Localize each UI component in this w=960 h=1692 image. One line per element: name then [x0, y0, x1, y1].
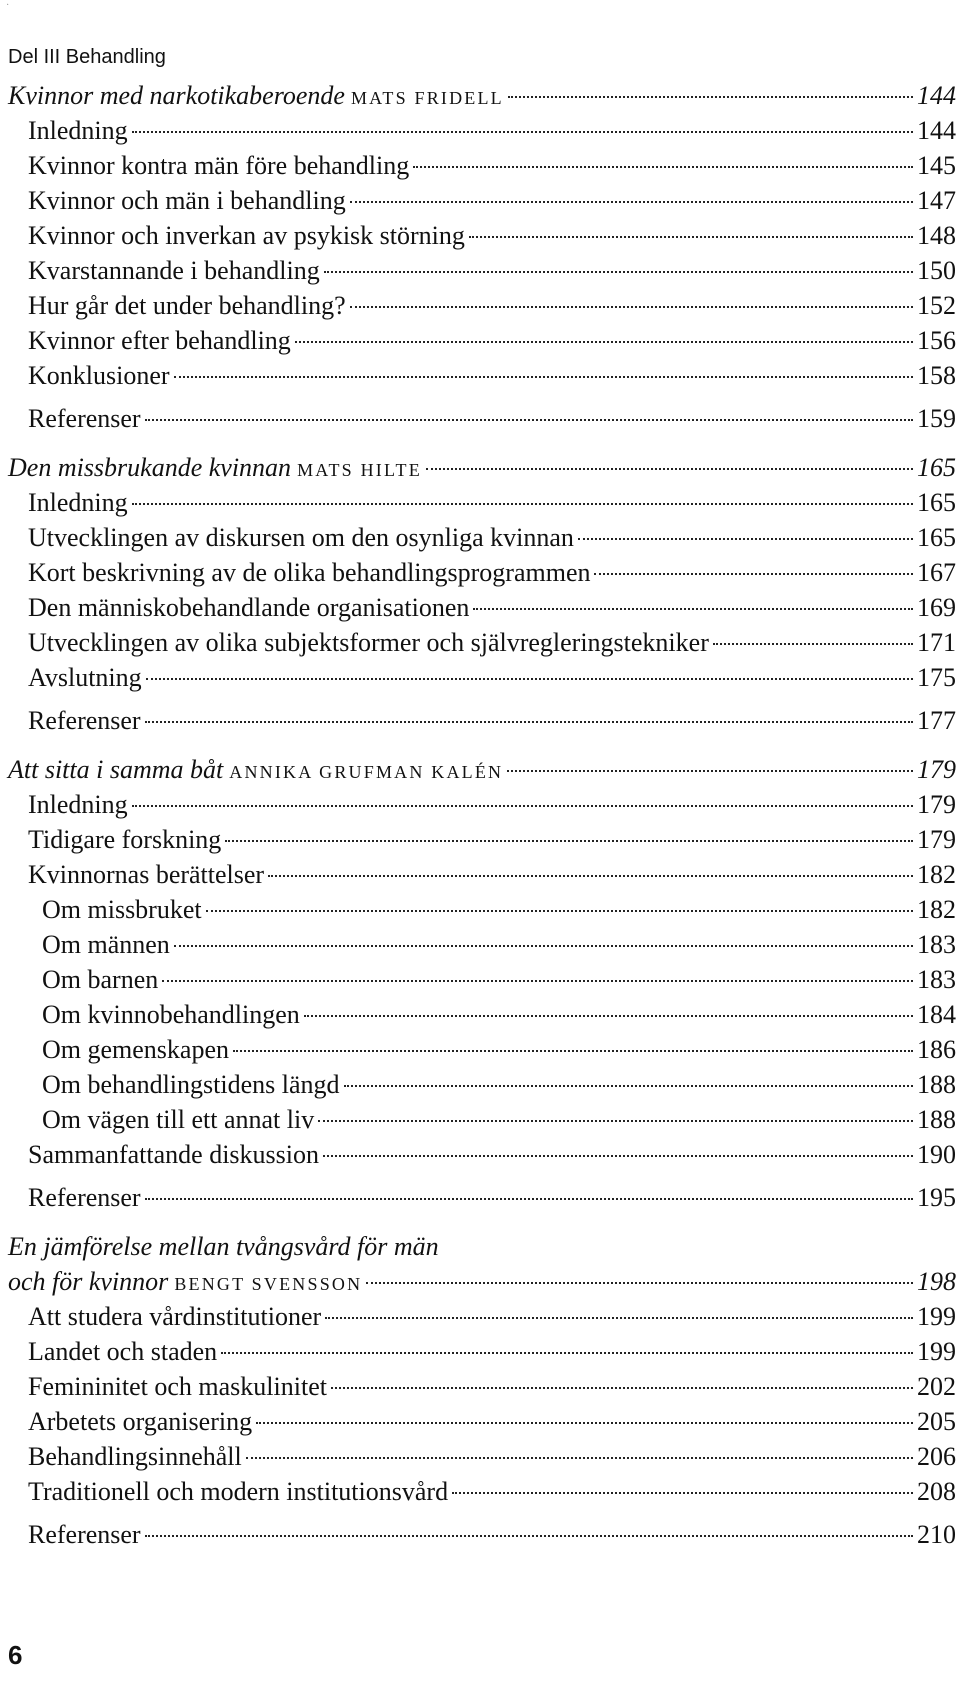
page-number-ref: 158 [917, 361, 956, 390]
dot-leader [426, 468, 913, 470]
dot-leader [331, 1387, 913, 1389]
dot-leader [318, 1120, 913, 1122]
toc-entry[interactable] [8, 625, 956, 660]
page-number-ref: 165 [917, 453, 956, 482]
toc-entry[interactable] [8, 520, 956, 555]
entry-title: Konklusioner [28, 361, 170, 390]
dot-leader [225, 840, 913, 842]
dot-leader [132, 503, 913, 505]
toc-entry[interactable] [8, 555, 956, 590]
entry-title: Kvinnor och män i behandling [28, 186, 346, 215]
entry-title: Referenser [28, 706, 141, 735]
dot-leader [295, 341, 913, 343]
entry-title: Avslutning [28, 663, 142, 692]
entry-title: Inledning [28, 116, 128, 145]
page-number-ref: 183 [917, 930, 956, 959]
entry-title: Kvinnornas berättelser [28, 860, 265, 889]
dot-leader [206, 910, 913, 912]
entry-title: Om barnen [42, 965, 159, 994]
toc-entry[interactable] [8, 1404, 956, 1439]
page-number-ref: 183 [917, 965, 956, 994]
page-number-ref: 179 [917, 825, 956, 854]
chapter-section [8, 450, 956, 738]
toc-subentry[interactable] [8, 892, 956, 927]
toc-subentry[interactable] [8, 1067, 956, 1102]
chapter-title: Att sitta i samma båt [8, 755, 224, 784]
chapter-author: ANNIKA GRUFMAN KALÉN [229, 762, 504, 782]
entry-title: Referenser [28, 1183, 141, 1212]
toc-subentry[interactable] [8, 927, 956, 962]
toc-entry[interactable] [8, 1439, 956, 1474]
page-number-ref: 171 [917, 628, 956, 657]
page-number-ref: 190 [917, 1140, 956, 1169]
dot-leader [350, 306, 913, 308]
page-number: 6 [8, 1640, 23, 1670]
chapter-title: En jämförelse mellan tvångsvård för män [8, 1232, 439, 1261]
dot-leader [713, 643, 913, 645]
page-number-ref: 175 [917, 663, 956, 692]
toc-entry[interactable] [8, 218, 956, 253]
dot-leader [473, 608, 913, 610]
dot-leader [350, 201, 913, 203]
toc-entry[interactable] [8, 787, 956, 822]
chapter-title-group [8, 78, 504, 116]
page-number-ref: 177 [917, 706, 956, 735]
dot-leader [507, 770, 913, 772]
page-number-ref: 150 [917, 256, 956, 285]
dot-leader [174, 945, 913, 947]
chapter-heading-line [8, 1229, 956, 1264]
scan-mark: · [6, 0, 10, 11]
page-number-ref: 144 [917, 116, 956, 145]
toc-entry[interactable] [8, 1299, 956, 1334]
entry-title: Kort beskrivning av de olika behandlingsprogrammen [28, 558, 591, 587]
toc-entry[interactable] [8, 1369, 956, 1404]
dot-leader [132, 131, 913, 133]
toc-entry[interactable] [8, 1137, 956, 1172]
toc-entry[interactable] [8, 1180, 956, 1215]
entry-title: Traditionell och modern institutionsvård [28, 1477, 449, 1506]
toc-entry[interactable] [8, 857, 956, 892]
page-number-ref: 206 [917, 1442, 956, 1471]
page-number-ref: 198 [917, 1267, 956, 1296]
chapter-section [8, 752, 956, 1215]
entry-title: Kvinnor kontra män före behandling [28, 151, 410, 180]
toc-subentry[interactable] [8, 1032, 956, 1067]
entry-title: Om männen [42, 930, 170, 959]
dot-leader [246, 1457, 913, 1459]
dot-leader [233, 1050, 913, 1052]
page-number-ref: 208 [917, 1477, 956, 1506]
entry-title: Utvecklingen av olika subjektsformer och självregleringstekniker [28, 628, 709, 657]
dot-leader [162, 980, 913, 982]
page-number-ref: 169 [917, 593, 956, 622]
chapter-section [8, 1229, 956, 1552]
toc-entry[interactable] [8, 703, 956, 738]
page-number-ref: 147 [917, 186, 956, 215]
dot-leader [578, 538, 913, 540]
toc-entry[interactable] [8, 401, 956, 436]
entry-title: Referenser [28, 1520, 141, 1549]
page-number-ref: 167 [917, 558, 956, 587]
dot-leader [174, 376, 913, 378]
toc-subentry[interactable] [8, 1102, 956, 1137]
dot-leader [508, 96, 913, 98]
section-label: Del III Behandling [8, 46, 166, 68]
chapter-heading[interactable] [8, 1264, 956, 1299]
entry-title: Arbetets organisering [28, 1407, 253, 1436]
toc-entry[interactable] [8, 323, 956, 358]
page-number-ref: 179 [917, 755, 956, 784]
entry-title: Om behandlingstidens längd [42, 1070, 340, 1099]
entry-title: Kvarstannande i behandling [28, 256, 320, 285]
entry-title: Referenser [28, 404, 141, 433]
table-of-contents [8, 78, 956, 1552]
page-number-ref: 184 [917, 1000, 956, 1029]
dot-leader [268, 875, 913, 877]
page-number-ref: 179 [917, 790, 956, 819]
chapter-author: MATS HILTE [297, 460, 422, 480]
entry-title: Inledning [28, 488, 128, 517]
toc-entry[interactable] [8, 660, 956, 695]
page-number-ref: 159 [917, 404, 956, 433]
chapter-title: Den missbrukande kvinnan [8, 453, 292, 482]
entry-title: Den människobehandlande organisationen [28, 593, 470, 622]
entry-title: Om missbruket [42, 895, 202, 924]
dot-leader [256, 1422, 913, 1424]
toc-entry[interactable] [8, 288, 956, 323]
page-number-ref: 152 [917, 291, 956, 320]
toc-entry[interactable] [8, 113, 956, 148]
entry-title: Kvinnor och inverkan av psykisk störning [28, 221, 465, 250]
toc-subentry[interactable] [8, 962, 956, 997]
page-number-ref: 148 [917, 221, 956, 250]
dot-leader [145, 419, 913, 421]
toc-entry[interactable] [8, 358, 956, 393]
dot-leader [452, 1492, 913, 1494]
page-number-ref: 205 [917, 1407, 956, 1436]
toc-entry[interactable] [8, 1334, 956, 1369]
entry-title: Tidigare forskning [28, 825, 222, 854]
page-number-ref: 182 [917, 895, 956, 924]
entry-title: Behandlingsinnehåll [28, 1442, 242, 1471]
toc-entry[interactable] [8, 1474, 956, 1509]
page-number-ref: 165 [917, 488, 956, 517]
entry-title: Hur går det under behandling? [28, 291, 346, 320]
dot-leader [323, 1155, 913, 1157]
entry-title: Femininitet och maskulinitet [28, 1372, 327, 1401]
chapter-author: BENGT SVENSSON [174, 1274, 363, 1294]
chapter-heading[interactable] [8, 752, 956, 787]
toc-entry[interactable] [8, 148, 956, 183]
page-number-ref: 165 [917, 523, 956, 552]
toc-entry[interactable] [8, 485, 956, 520]
page-number-ref: 210 [917, 1520, 956, 1549]
dot-leader [221, 1352, 913, 1354]
dot-leader [325, 1317, 913, 1319]
entry-title: Kvinnor efter behandling [28, 326, 291, 355]
page-number-ref: 199 [917, 1337, 956, 1366]
dot-leader [324, 271, 913, 273]
chapter-title-group [8, 1264, 362, 1302]
entry-title: Sammanfattande diskussion [28, 1140, 320, 1169]
dot-leader [344, 1085, 913, 1087]
chapter-author: MATS FRIDELL [350, 88, 504, 108]
dot-leader [145, 1535, 913, 1537]
entry-title: Om vägen till ett annat liv [42, 1105, 315, 1134]
entry-title: Inledning [28, 790, 128, 819]
entry-title: Landet och staden [28, 1337, 218, 1366]
dot-leader [469, 236, 913, 238]
dot-leader [366, 1282, 913, 1284]
toc-entry[interactable] [8, 822, 956, 857]
toc-subentry[interactable] [8, 997, 956, 1032]
entry-title: Om kvinnobehandlingen [42, 1000, 300, 1029]
page-number-ref: 145 [917, 151, 956, 180]
chapter-heading[interactable] [8, 78, 956, 113]
toc-entry[interactable] [8, 253, 956, 288]
page-number-ref: 188 [917, 1105, 956, 1134]
toc-entry[interactable] [8, 1517, 956, 1552]
toc-entry[interactable] [8, 183, 956, 218]
dot-leader [132, 805, 913, 807]
entry-title: Att studera vårdinstitutioner [28, 1302, 322, 1331]
dot-leader [594, 573, 913, 575]
entry-title: Utvecklingen av diskursen om den osynliga kvinnan [28, 523, 574, 552]
chapter-title: Kvinnor med narkotikaberoende [8, 81, 345, 110]
dot-leader [304, 1015, 913, 1017]
toc-entry[interactable] [8, 590, 956, 625]
chapter-title-group [8, 752, 503, 790]
page-number-ref: 156 [917, 326, 956, 355]
dot-leader [413, 166, 913, 168]
page-number-ref: 144 [917, 81, 956, 110]
chapter-heading[interactable] [8, 450, 956, 485]
dot-leader [145, 1198, 913, 1200]
page-number-ref: 186 [917, 1035, 956, 1064]
dot-leader [146, 678, 913, 680]
page-number-ref: 182 [917, 860, 956, 889]
chapter-section [8, 78, 956, 436]
chapter-title-continued: och för kvinnor [8, 1267, 169, 1296]
entry-title: Om gemenskapen [42, 1035, 230, 1064]
page-number-ref: 188 [917, 1070, 956, 1099]
dot-leader [145, 721, 913, 723]
page-number-ref: 202 [917, 1372, 956, 1401]
page-number-ref: 199 [917, 1302, 956, 1331]
chapter-title-group [8, 450, 422, 488]
page-number-ref: 195 [917, 1183, 956, 1212]
